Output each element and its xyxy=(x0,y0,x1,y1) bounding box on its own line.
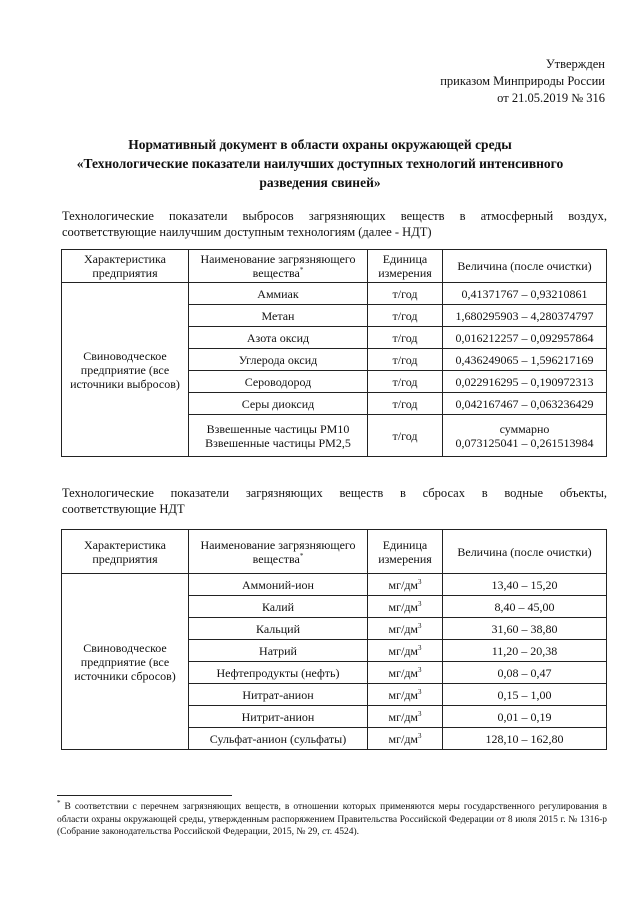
section-1-line-2: соответствующие наилучшим доступным технологиям (далее - НДТ) xyxy=(62,225,432,239)
value-cell: 11,20 – 20,38 xyxy=(443,640,607,662)
value-cell: 0,08 – 0,47 xyxy=(443,662,607,684)
footnote-marker: * xyxy=(57,798,61,807)
value-cell: 1,680295903 – 4,280374797 xyxy=(443,305,607,327)
unit-cell: т/год xyxy=(368,371,443,393)
value-cell: 8,40 – 45,00 xyxy=(443,596,607,618)
value-cell: 0,01 – 0,19 xyxy=(443,706,607,728)
substance-cell: Сероводород xyxy=(189,371,368,393)
unit-base: мг/дм xyxy=(388,599,419,614)
approval-line-2: приказом Минприроды России xyxy=(440,74,605,88)
unit-cell xyxy=(368,684,443,706)
section-1-line-1: Технологические показатели выбросов загрязняющих веществ в атмосферный воздух, xyxy=(62,209,607,223)
value-cell: 0,41371767 – 0,93210861 xyxy=(443,283,607,305)
header-substance xyxy=(189,530,368,574)
header-characteristic: Характеристика предприятия xyxy=(62,250,189,283)
unit-cell: т/год xyxy=(368,305,443,327)
enterprise-cell: Свиноводческое предприятие (все источники выбросов) xyxy=(62,283,189,457)
unit-base: мг/дм xyxy=(388,731,419,746)
unit-cell: т/год xyxy=(368,415,443,457)
footnote-divider xyxy=(57,795,232,796)
pm-range: 0,073125041 – 0,261513984 xyxy=(455,435,594,450)
substance-cell: Серы диоксид xyxy=(189,393,368,415)
substance-cell: Метан xyxy=(189,305,368,327)
unit-exponent: 3 xyxy=(418,665,422,674)
unit-exponent: 3 xyxy=(418,577,422,586)
section-2-line-2: соответствующие НДТ xyxy=(62,502,185,516)
header-unit: Единица измерения xyxy=(368,250,443,283)
header-substance-label: Наименование загрязняющего вещества xyxy=(200,537,356,566)
section-2-line-1: Технологические показатели загрязняющих веществ в сбросах в водные объекты, xyxy=(62,486,607,500)
value-cell: 0,016212257 – 0,092957864 xyxy=(443,327,607,349)
unit-cell: т/год xyxy=(368,393,443,415)
substance-cell: Калий xyxy=(189,596,368,618)
unit-exponent: 3 xyxy=(418,599,422,608)
substance-cell: Аммоний-ион xyxy=(189,574,368,596)
unit-cell xyxy=(368,618,443,640)
unit-base: мг/дм xyxy=(388,665,419,680)
unit-cell xyxy=(368,640,443,662)
footnote-star: * xyxy=(299,551,304,560)
header-substance xyxy=(189,250,368,283)
unit-base: мг/дм xyxy=(388,621,419,636)
unit-cell xyxy=(368,596,443,618)
section-1-intro xyxy=(62,208,607,240)
approval-line-3: от 21.05.2019 № 316 xyxy=(497,91,605,105)
pm25-label: Взвешенные частицы РМ2,5 xyxy=(205,435,351,450)
value-cell: 0,042167467 – 0,063236429 xyxy=(443,393,607,415)
substance-cell: Азота оксид xyxy=(189,327,368,349)
substance-cell: Сульфат-анион (сульфаты) xyxy=(189,728,368,750)
approval-block xyxy=(440,56,605,107)
value-cell xyxy=(443,415,607,457)
unit-cell: т/год xyxy=(368,283,443,305)
approval-line-1: Утвержден xyxy=(545,57,605,71)
unit-cell xyxy=(368,662,443,684)
unit-exponent: 3 xyxy=(418,731,422,740)
substance-cell: Кальций xyxy=(189,618,368,640)
emissions-table xyxy=(61,249,607,457)
unit-exponent: 3 xyxy=(418,687,422,696)
header-value: Величина (после очистки) xyxy=(443,530,607,574)
substance-cell: Натрий xyxy=(189,640,368,662)
unit-cell: т/год xyxy=(368,327,443,349)
table-header-row xyxy=(62,530,607,574)
header-substance-label: Наименование загрязняющего вещества xyxy=(200,252,356,280)
header-unit: Единица измерения xyxy=(368,530,443,574)
value-cell: 0,15 – 1,00 xyxy=(443,684,607,706)
value-cell: 128,10 – 162,80 xyxy=(443,728,607,750)
enterprise-cell: Свиноводческое предприятие (все источники сбросов) xyxy=(62,574,189,750)
unit-exponent: 3 xyxy=(418,709,422,718)
header-characteristic: Характеристика предприятия xyxy=(62,530,189,574)
unit-base: мг/дм xyxy=(388,709,419,724)
footnote-text: В соответствии с перечнем загрязняющих веществ, в отношении которых применяются меры государственного регулирования в области охраны окружающей среды, утвержденным распоряжением Правительства Российской Федерации от 8 июля 2015 г. № 1316-р (Собрание законодательства Российской Федерации, 2015, № 29, ст. 4524). xyxy=(57,802,608,837)
substance-cell: Нитрит-анион xyxy=(189,706,368,728)
substance-cell: Углерода оксид xyxy=(189,349,368,371)
substance-cell: Нитрат-анион xyxy=(189,684,368,706)
value-cell: 0,436249065 – 1,596217169 xyxy=(443,349,607,371)
unit-base: мг/дм xyxy=(388,687,419,702)
value-cell: 13,40 – 15,20 xyxy=(443,574,607,596)
header-value: Величина (после очистки) xyxy=(443,250,607,283)
pm-total-label: суммарно xyxy=(499,421,550,436)
unit-cell xyxy=(368,706,443,728)
unit-exponent: 3 xyxy=(418,643,422,652)
unit-cell xyxy=(368,574,443,596)
unit-exponent: 3 xyxy=(418,621,422,630)
pm10-label: Взвешенные частицы РМ10 xyxy=(206,421,350,436)
substance-cell xyxy=(189,415,368,457)
value-cell: 0,022916295 – 0,190972313 xyxy=(443,371,607,393)
substance-cell: Нефтепродукты (нефть) xyxy=(189,662,368,684)
discharges-table xyxy=(61,529,607,750)
unit-base: мг/дм xyxy=(388,643,419,658)
document-title xyxy=(40,135,600,192)
substance-cell: Аммиак xyxy=(189,283,368,305)
table-row xyxy=(62,283,607,305)
title-line-3: разведения свиней» xyxy=(259,175,381,190)
title-line-2: «Технологические показатели наилучших доступных технологий интенсивного xyxy=(76,156,564,171)
title-line-1: Нормативный документ в области охраны окружающей среды xyxy=(128,137,512,152)
unit-cell xyxy=(368,728,443,750)
table-row xyxy=(62,574,607,596)
unit-cell: т/год xyxy=(368,349,443,371)
value-cell: 31,60 – 38,80 xyxy=(443,618,607,640)
footnote-star: * xyxy=(299,266,304,274)
unit-base: мг/дм xyxy=(388,577,419,592)
section-2-intro xyxy=(62,485,607,517)
table-header-row xyxy=(62,250,607,283)
footnote xyxy=(57,798,608,839)
